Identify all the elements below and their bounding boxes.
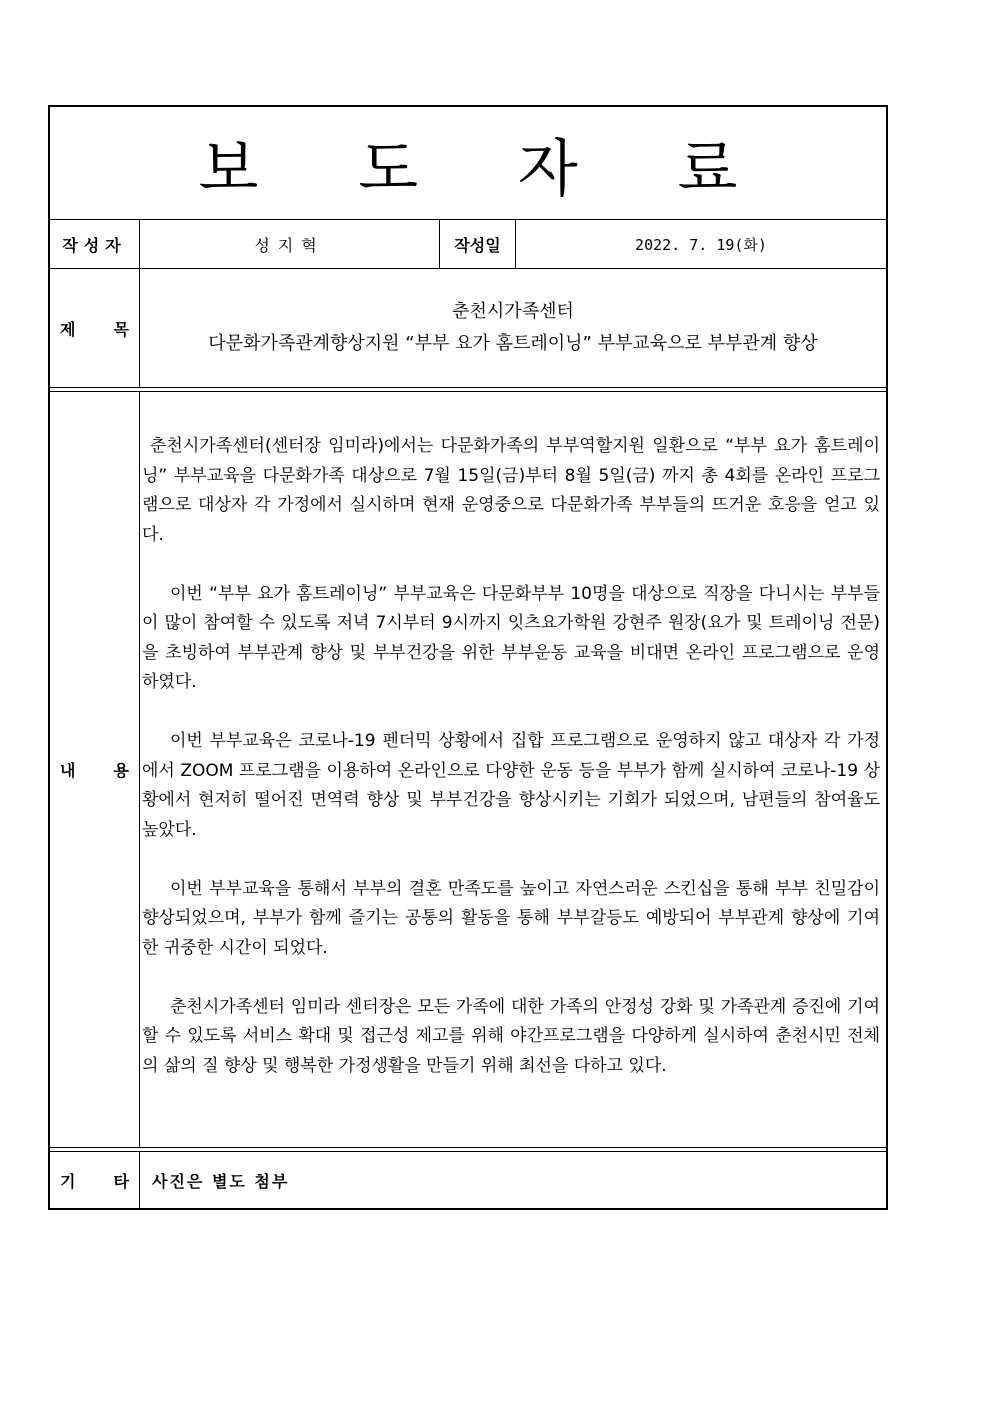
subject-line-1: 춘천시가족센터	[452, 301, 574, 322]
press-release-table	[48, 105, 888, 1210]
subject-label-char-2: 목	[113, 319, 129, 339]
document-title: 보 도 자 료	[198, 131, 778, 205]
etc-label	[50, 1152, 140, 1208]
content-label	[50, 392, 140, 1147]
content-paragraph: 이번 “부부 요가 홈트레이닝” 부부교육은 다문화부부 10명을 대상으로 직장을 다니시는 부부들이 많이 참여할 수 있도록 저녁 7시부터 9시까지 잇츠요가학원 강현주 원장(요가 및 트레이닝 전문)을 초빙하여 부부관계 향상 및 부부건강을 위한 부부운동 교육을 비대면 온라인 프로그램으로 운영하였다.	[142, 583, 880, 692]
date-label: 작성일	[440, 220, 516, 268]
content-row	[50, 392, 886, 1147]
subject-row	[50, 269, 886, 387]
content-paragraph: 춘천시가족센터 임미라 센터장은 모든 가족에 대한 가족의 안정성 강화 및 가족관계 증진에 기여할 수 있도록 서비스 확대 및 접근성 제고를 위해 야간프로그램을 다양하게 실시하여 춘천시민 전체의 삶의 질 향상 및 행복한 가정생활을 만들기 위해 최선을 다하고 있다.	[142, 996, 880, 1076]
content-label-char-2: 용	[113, 761, 129, 780]
subject-line-2: 다문화가족관계향상지원 “부부 요가 홈트레이닝” 부부교육으로 부부관계 향상	[208, 333, 818, 354]
content-paragraph: 이번 부부교육을 통해서 부부의 결혼 만족도를 높이고 자연스러운 스킨십을 통해 부부 친밀감이 향상되었으며, 부부가 함께 즐기는 공통의 활동을 통해 부부갈등도 예방되어 부부관계 향상에 기여한 귀중한 시간이 되었다.	[142, 878, 880, 958]
author-value: 성지혁	[140, 220, 440, 268]
subject-label	[50, 269, 140, 387]
content-paragraph: 이번 부부교육은 코로나-19 펜더믹 상황에서 집합 프로그램으로 운영하지 않고 대상자 각 가정에서 ZOOM 프로그램을 이용하여 온라인으로 다양한 운동 등을 부부가 함께 실시하여 코로나-19 상황에서 현저히 떨어진 면역력 향상 및 부부건강을 향상시키는 기회가 되었으며, 남편들의 참여율도 높았다.	[142, 731, 880, 840]
title-row	[50, 107, 886, 220]
etc-label-char-2: 타	[113, 1171, 129, 1191]
date-value: 2022. 7. 19(화)	[635, 235, 767, 254]
subject-label-char-1: 제	[60, 319, 76, 339]
etc-value: 사진은 별도 첨부	[152, 1171, 290, 1191]
meta-row	[50, 220, 886, 269]
subject-content	[140, 269, 886, 387]
etc-label-char-1: 기	[60, 1171, 76, 1191]
content-body	[142, 432, 880, 1111]
author-label: 작성자	[50, 220, 140, 268]
content-label-char-1: 내	[60, 761, 76, 780]
etc-row	[50, 1152, 886, 1208]
content-paragraph: 춘천시가족센터(센터장 임미라)에서는 다문화가족의 부부역할지원 일환으로 “부부 요가 홈트레이닝” 부부교육을 다문화가족 대상으로 7월 15일(금)부터 8월 5일(금) 까지 총 4회를 온라인 프로그램으로 대상자 각 가정에서 실시하며 현재 운영중으로 다문화가족 부부들의 뜨거운 호응을 얻고 있다.	[142, 436, 880, 545]
